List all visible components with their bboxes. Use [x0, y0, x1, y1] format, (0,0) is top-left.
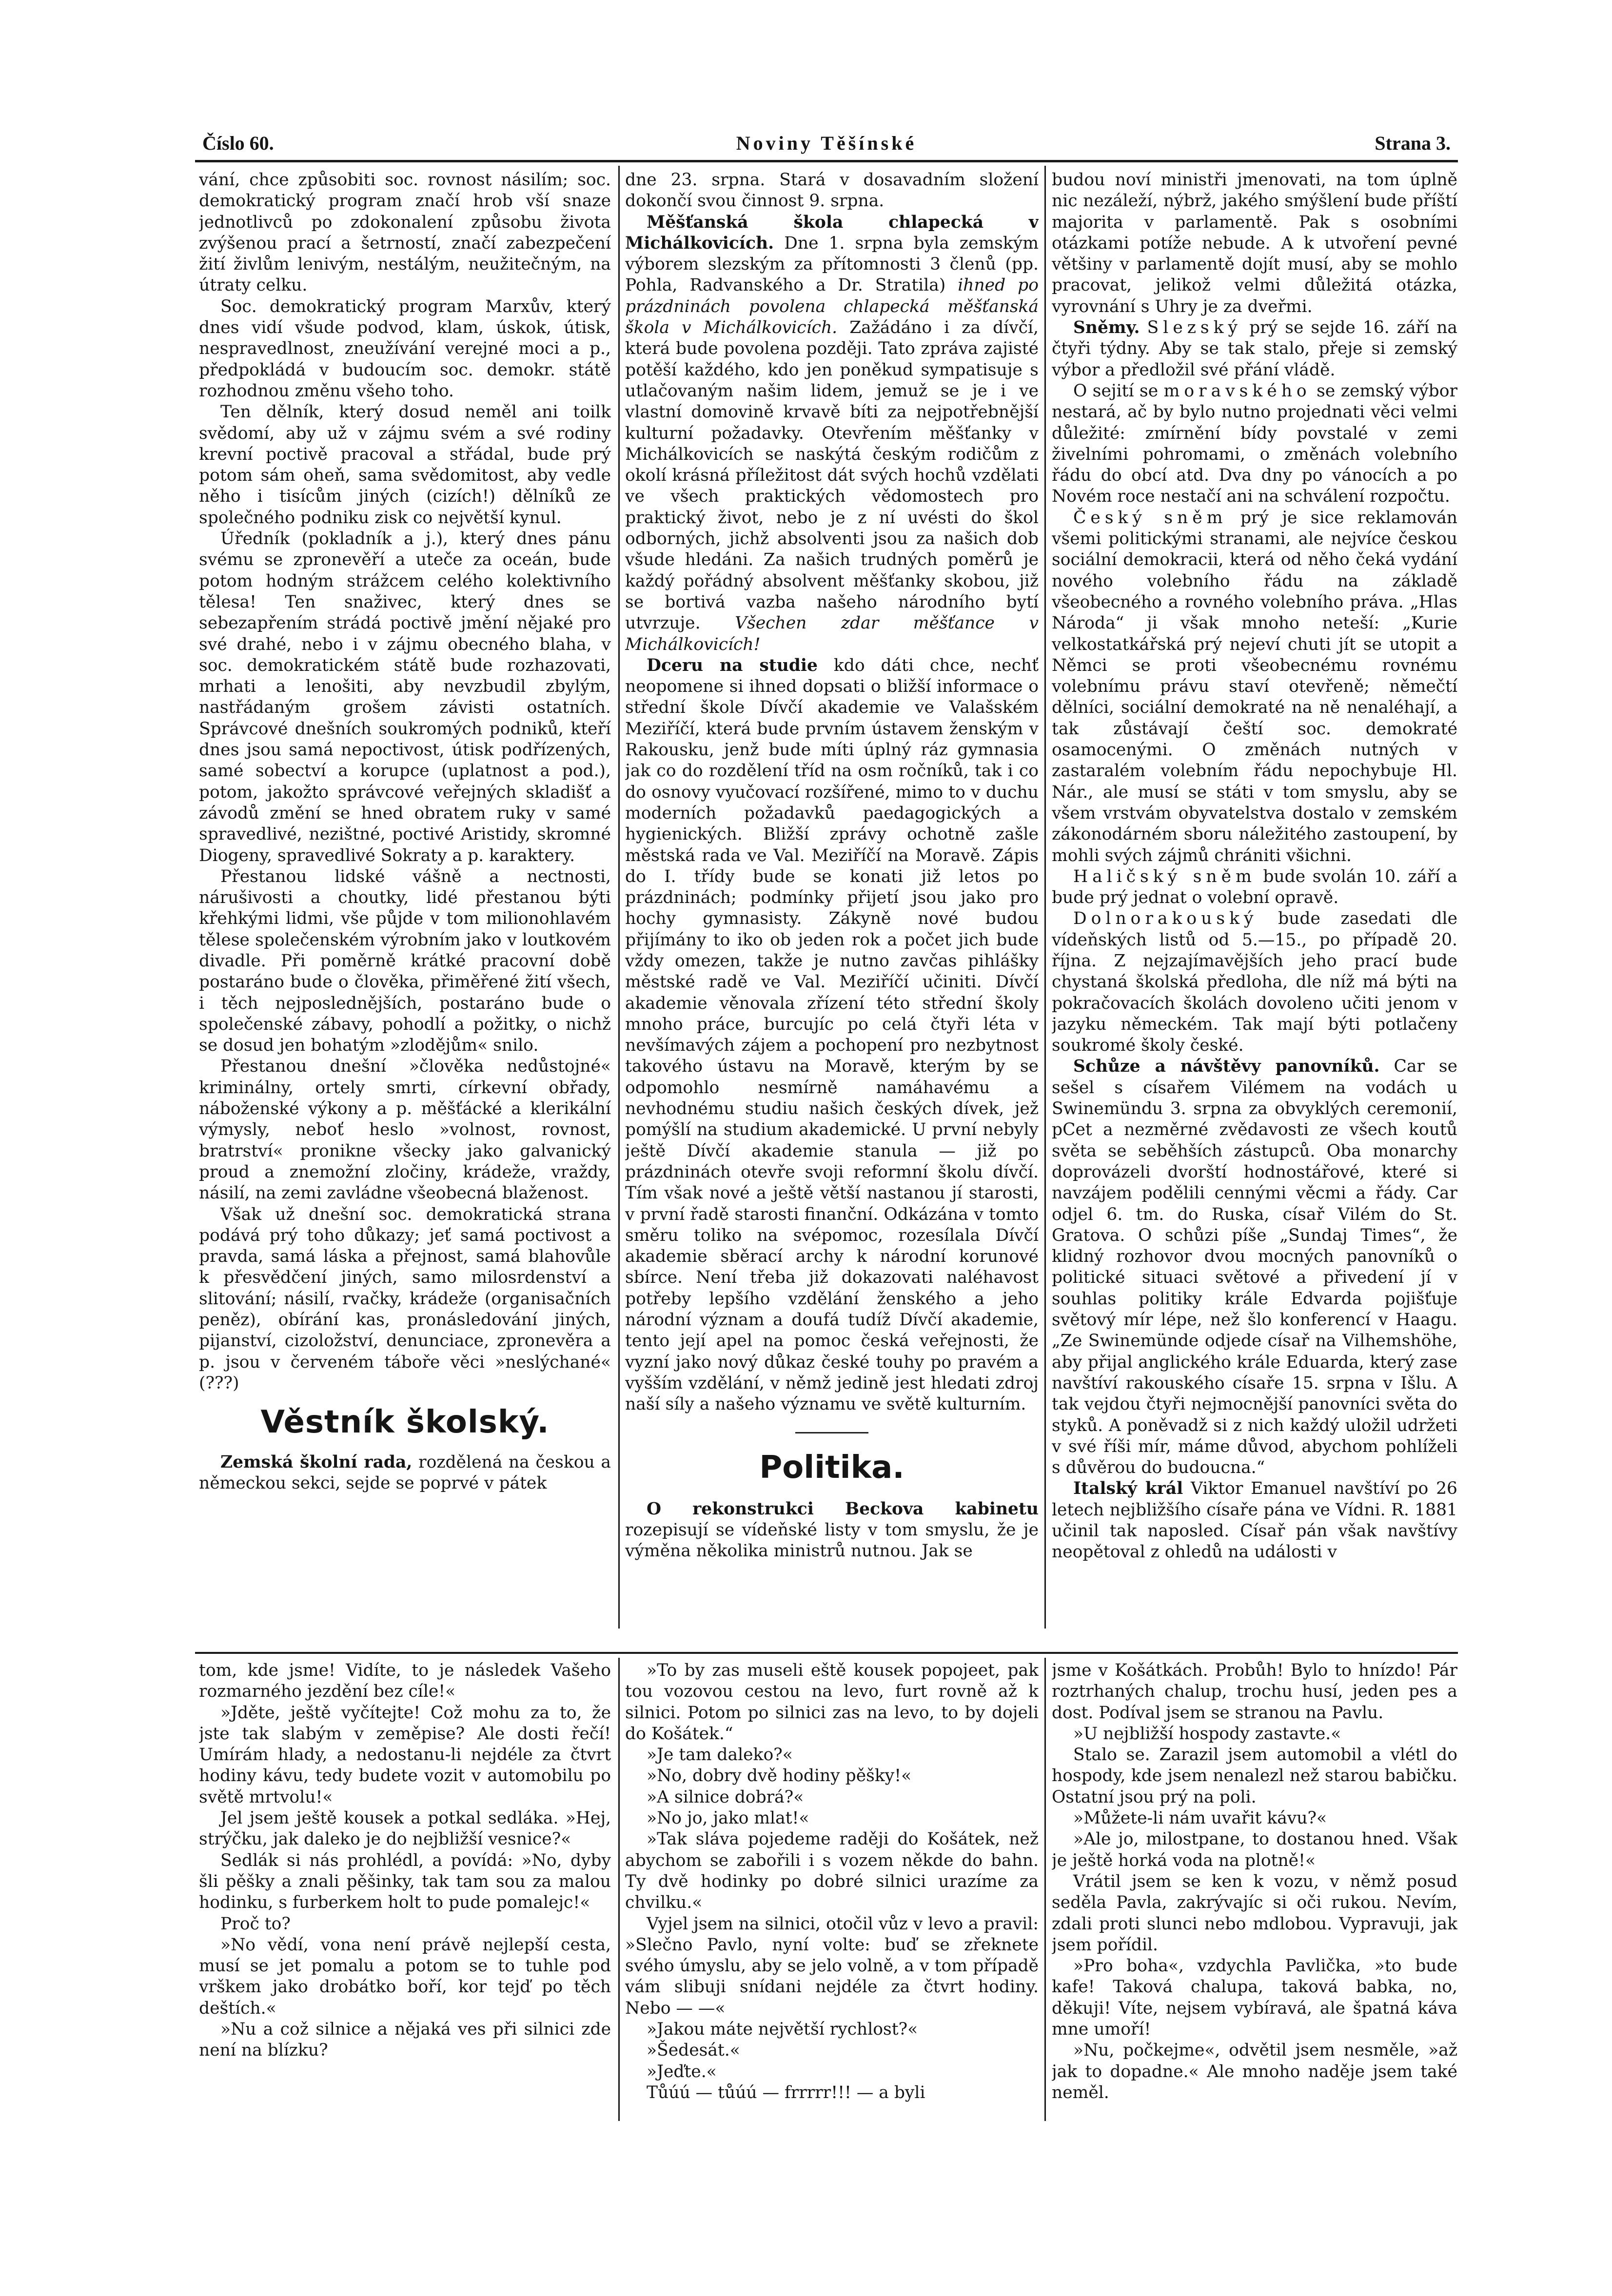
article-lead: Sněmy. — [1073, 318, 1140, 338]
issue-number: Číslo 60. — [202, 132, 274, 154]
article-paragraph: Úředník (pokladník a j.), který dnes pánu svému se zpronevěří a uteče za oceán, bude potom hodným strážcem celého kolektivního tělesa! Ten snaživec, který dnes se sebezapřením strádá poctivě jmění nějaké pro své drahé, nebo i v zájmu obecného blaha, v soc. demokratickém státě bude rozhazovati, mrhati a lenošiti, aby nevzbudil zbylým, nastřádaným grošem závisti ostatních. Správcové dnešních soukromých podniků, kteří dnes jsou samá nepoctivost, útisk podřízených, samé sobectví a korupce (uplatnost a pod.), potom, jakožto správcové veřejných skladišť a závodů změní se hned obratem ruky v samé spravedlivé, nezištné, poctivé Aristidy, skromné Diogeny, spravedlivé Sokraty a p. karaktery. — [199, 529, 611, 865]
article-emphasis: ihned po prázdninách povolena chlapecká měšťanská škola v Michálkovicích. — [625, 275, 1039, 338]
story-paragraph: jsme v Košátkách. Probůh! Bylo to hnízdo! Pár roztrhaných chalup, trochu husí, jeden pes a dost. Podíval jsem se stranou na Pavlu. — [1052, 1661, 1457, 1723]
article-text: prý je sice reklamován všemi politickými stranami, ale nejvíce českou sociální demokracii, která od něho čeká vydání nového volebního řádu na základě všeobecného a rovného volebního práva. „Hlas Národa“ ji však mnoho neteší: „Kurie velkostatkářská prý nejeví chuti jít se utopit a Němci se proti všeobecnému rovnému volebnímu právu staví otevřeně; němečtí dělníci, sociální demokraté na ně nenaléhají, a tak zůstávají čeští soc. demokraté osamocenými. O změnách nutných v zastaralém volebním řádu nepochybuje Hl. Nár., ale musí se státi v tom smyslu, aby se všem vrstvám obyvatelstva dostalo v zemském zákonodárném sboru náležitého zastoupení, by mohli svých zájmů chrániti všichni. — [1052, 508, 1457, 865]
column-1 — [199, 170, 611, 1628]
article-spaced-term: moravského — [1163, 381, 1311, 401]
article-emphasis: Všechen zdar měšťance v Michálkovicích! — [625, 613, 1039, 654]
article-text: rozdělená na českou a německou sekci, sejde se poprvé v pátek — [199, 1452, 611, 1493]
story-paragraph: »No vědí, vona není právě nejlepší cesta, musí se jet pomalu a potom se to tuhle pod vrškem jako drobátko boří, kor tejď po těch deštích.« — [199, 1935, 611, 2018]
story-paragraph: »U nejbližší hospody zastavte.« — [1073, 1724, 1341, 1744]
article-lead: Schůze a návštěvy panovníků. — [1073, 1057, 1380, 1077]
page-number: Strana 3. — [1375, 132, 1451, 154]
story-paragraph: »Jděte, ještě vyčítejte! Což mohu za to, že jste tak slabým v zeměpise? Ale dosti řečí! Umírám hlady, a nedostanu-li nejdéle za čtvrt hodiny kávu, tedy budete vozit v automobilu po světě mrtvolu!« — [199, 1703, 611, 1807]
lower-column-rule-1 — [618, 1658, 620, 2121]
article-text: prý se sejde 16. září na čtyři týdny. Aby se tak stalo, přeje si zemský výbor a předložil své přání vládě. — [1052, 318, 1457, 380]
page-header — [202, 128, 1451, 157]
article-paragraph: Však už dnešní soc. demokratická strana podává prý toho důkazy; jeť samá poctivost a pravda, samá láska a přejnost, samá blahovůle k přesvědčení jiných, samo milosrdenství a slitování; násilí, rvačky, krádeže (organisačních peněz), obírání kas, pronásledování jiných, pijanství, cizoložství, denunciace, zpronevěra a p. jsou v červeném táboře věci »neslýchané« (???) — [199, 1204, 611, 1393]
newspaper-title: Noviny Těšínské — [736, 132, 917, 154]
story-paragraph: Jel jsem ještě kousek a potkal sedláka. »Hej, strýčku, jak daleko je do nejbližší vesnice?« — [199, 1808, 611, 1849]
article-paragraph: Ten dělník, který dosud neměl ani toilk svědomí, aby už v zájmu svém a své rodiny krevní poctivě pracoval a střádal, bude prý potom sám oheň, sama svědomitost, aby vedle něho i tisícům jiných (cizích!) dělníků ze společného podniku zisk co největší kynul. — [199, 402, 611, 528]
article-paragraph — [1052, 317, 1457, 381]
story-paragraph: »Nu, počkejme«, odvětil jsem nesměle, »až jak to dopadne.« Ale mnoho naděje jsem také neměl. — [1052, 2041, 1457, 2102]
article-paragraph — [1052, 866, 1457, 909]
story-paragraph: »No, dobry dvě hodiny pěšky!« — [647, 1766, 912, 1786]
feuilleton-rule — [195, 1652, 1458, 1654]
article-paragraph — [625, 212, 1039, 655]
section-divider — [795, 1432, 868, 1433]
story-paragraph: »A silnice dobrá?« — [647, 1787, 804, 1807]
story-paragraph: »To by zas museli eště kousek popojeet, pak tou vozovou cestou na levo, furt rovně až k silnici. Potom po silnici zas na levo, to by dojeli do Košátek.“ — [625, 1661, 1039, 1744]
story-paragraph: »Je tam daleko?« — [647, 1745, 793, 1765]
article-text: O sejití se — [1073, 381, 1164, 401]
story-paragraph: »Jeďte.« — [647, 2061, 717, 2081]
column-rule-2 — [1044, 166, 1046, 1629]
feuilleton-column-3 — [1052, 1660, 1457, 2121]
article-text: bude svolán 10. září a bude prý jednat o volební opravě. — [1052, 866, 1457, 908]
article-text: Zažádáno i za dívčí, která bude povolena později. Tato zpráva zajisté potěší každého, kdo jen poněkud sympatisuje s utlačovaným našim lidem, jemuž se je i ve vlastní domovině krvavě bíti za nejpotřebnější kulturní požadavky. Otevřením měšťanky v Michálkovicích se naskýtá českým rodičům z okolí krásná příležitost dát svých hochů vzdělati ve všech praktických vědomostech pro praktický život, nebo je z ní uvésti do škol odborných, jichž absolventi jsou za našich dob všude hledáni. Za našich trudných poměrů je každý pořádný absolvent měšťanky skobou, již se bortivá vazba našeho národního bytí utvrzuje. — [625, 318, 1039, 633]
article-spaced-term: Slezský — [1147, 318, 1242, 338]
article-paragraph: Soc. demokratický program Marxův, který dnes vidí všude podvod, klam, úskok, útisk, nespravedlnost, zneužívání verejné moci a p., předpokládá v budoucím soc. demokr. státě rozhodnou změnu všeho toho. — [199, 296, 611, 401]
story-paragraph: »Nu a což silnice a nějaká ves při silnici zde není na blízku? — [199, 2020, 611, 2061]
article-text: kdo dáti chce, nechť neopomene si ihned dopsati o bližší informace o střední škole Dívčí akademie ve Valašském Meziříčí, která bude prvním ústavem ženským v Rakousku, jenž bude míti úplný ráz gymnasia jak co do rozdělení tříd na osm ročníků, tak i co do osnovy vyučovací rozšířené, mimo to v duchu moderních požadavků paedagogických a hygienických. Bližší zprávy ochotně zašle městská rada ve Val. Meziříčí na Moravě. Zápis do I. třídy bude se konati již letos po prázdninách; podmínky přijetí jsou jako pro hochy gymnasisty. Zákyně nové budou přijímány to iko ob jeden rok a počet jich bude vždy omezen, takže je nutno zavčas pihlášky městské radě ve Val. Meziříčí učiniti. Dívčí akademie věnovala zřízení této střední školy mnoho práce, burcujíc po celá čtyři léta v nevšímavých zájem a pochopení pro nezbytnost takového ústavu na Moravě, kterým by se odpomohlo nesmírně namáhavému a nevhodnému studiu našich českých dívek, jež pomýšlí na studium akademické. U první nebyly ještě Dívčí akademie stanula — již po prázdninách otevře svoji reformní školu dívčí. Tím však nové a ještě větší nastanou jí starosti, v první řadě starosti finanční. Odkázána v tomto směru toliko na svépomoc, rozesílala Dívčí akademie sběrací archy k národní korunové sbírce. Není třeba již dokazovati naléhavost potřeby lepšího vzdělání ženského a jeho národní význam a doufá tudíž Dívčí akademie, tento její apel na pomoc česká veřejnosti, že vyzní jako nový důkaz české touhy po pravém a vyšším vzdělání, v němž jedině jest hledati zdroj naší síly a našeho významu ve světě kulturním. — [625, 655, 1039, 1414]
article-lead: Zemská školní rada, — [220, 1452, 413, 1472]
feuilleton-column-2 — [625, 1660, 1039, 2121]
article-text: Car se sešel s císařem Vilémem na vodách u Swinemündu 3. srpna za obvyklých ceremonií, pCet a nezměrné zvědavosti ze všech koutů světa se seběhších zástupců. Oba monarchy doprovázeli dvorští hodnostářové, které si navzájem podělili cennými věcmi a řády. Car odjel 6. tm. do Ruska, císař Vilém do St. Gratova. O schůzi píše „Sundaj Times“, že klidný rozhovor dvou mocných panovníků o politické situaci světové a přivedení jí v souhlas politiky krále Edvarda pojišťuje světový mír lépe, než šlo konferencí v Haagu. „Ze Swinemünde odjede císař na Vilhemshöhe, aby přijal anglického krále Eduarda, který zase navštíví rakouského císaře 15. srpna v Išlu. A tak vejdou čtyři nejmocnější panovníci světa do styků. A poněvadž si z nich každý uložil udržeti v své říši mír, máme důvod, abychom pohlíželi s důvěrou do budoucna.“ — [1052, 1057, 1457, 1478]
article-paragraph — [625, 1499, 1039, 1562]
article-paragraph: Přestanou lidské vášně a nectnosti, nárušivosti a choutky, lidé přestanou býti křehkými lidmi, vše půjde v tom milionohlavém tělese společenském výrobním jako v loutkovém divadle. Při poměrně krátké pracovní době postaráno bude o člověka, přiměřené žití všech, i těch nejposlednějších, postaráno bude o společenské zábavy, pohodlí a požitky, o nichž se dosud jen bohatým »zlodějům« snilo. — [199, 866, 611, 1056]
article-text: Dne 1. srpna byla zemským výborem slezským za přítomnosti 3 členů (pp. Pohla, Radvanského a Dr. Stratila) — [625, 233, 1039, 295]
article-paragraph: Přestanou dnešní »člověka nedůstojné« kriminálny, ortely smrti, církevní obřady, náboženské výkony a p. měšťácké a klerikální výmysly, neboť heslo »volnost, rovnost, bratrství« pronikne všecky jako galvanický proud a znemožní zločiny, krádeže, vraždy, násilí, na zemi zavládne všeobecná blaženost. — [199, 1057, 611, 1203]
article-paragraph: budou noví ministři jmenovati, na tom úplně nic nezáleží, nýbrž, jakého smýšlení bude příští majorita v parlamentě. Pak s osobními otázkami potíže nebude. A k utvoření pevné většiny v parlamentě dojít musí, aby se mohlo pracovat, jelikož velmi důležitá otázka, vyrovnání s Uhry je za dveřmi. — [1052, 170, 1457, 316]
story-paragraph: »Jakou máte největší rychlost?« — [647, 2020, 918, 2040]
article-lead: Dceru na studie — [647, 655, 818, 675]
column-3 — [1052, 170, 1457, 1628]
article-paragraph — [1052, 908, 1457, 1056]
article-paragraph — [625, 655, 1039, 1415]
article-paragraph — [1052, 508, 1457, 866]
story-paragraph: »Šedesát.« — [647, 2041, 740, 2061]
column-2 — [625, 170, 1039, 1628]
article-text: bude zasedati dle vídeňských listů od 5.—15., po případě 20. října. Z nejzajímavějších jeho prací bude chystaná školská předloha, dle níž má býti na pokračovacích školách dovoleno učiti jenom v jazyku německém. Tak mají býti potlačeny soukromé školy české. — [1052, 909, 1457, 1056]
article-lead: O rekonstrukci Beckova kabinetu — [647, 1499, 1039, 1519]
article-lead: Měšťanská škola chlapecká v Michálkovicích. — [625, 212, 1039, 253]
article-spaced-term: Dolnorakouský — [1073, 909, 1258, 929]
story-paragraph: Vyjel jsem na silnici, otočil vůz v levo a pravil: »Slečno Pavlo, nyní volte: buď se zřeknete svého úmyslu, aby se jelo volně, a v tom případě vám slibuji snídani nejdéle za čtvrt hodiny. Nebo — —« — [625, 1914, 1039, 2018]
header-rule — [195, 160, 1458, 162]
story-paragraph: »Tak sláva pojedeme raději do Košátek, než abychom se zabořili i s vozem někde do bahn. Ty dvě hodinky po dobré silnici urazíme za chvilku.« — [625, 1829, 1039, 1913]
story-paragraph: »Pro boha«, vzdychla Pavlička, »to bude kafe! Taková chalupa, taková babka, no, děkuji! Víte, nejsem vybíravá, ale špatná káva mne umoří! — [1052, 1956, 1457, 2040]
article-spaced-term: Haličský sněm — [1073, 866, 1256, 886]
story-paragraph: Proč to? — [220, 1914, 291, 1934]
story-paragraph: »Ale jo, milostpane, to dostanou hned. Však je ještě horká voda na plotně!« — [1052, 1829, 1457, 1870]
article-lead: Italský král — [1073, 1479, 1183, 1499]
article-paragraph: dne 23. srpna. Stará v dosavadním složení dokončí svou činnost 9. srpna. — [625, 170, 1039, 211]
column-rule-1 — [618, 166, 620, 1629]
story-paragraph: »Můžete-li nám uvařit kávu?« — [1073, 1808, 1327, 1828]
article-paragraph — [1052, 1056, 1457, 1478]
article-paragraph: vání, chce způsobiti soc. rovnost násilím; soc. demokratický program značí hrob vší snaze jednotlivců po zdokonalení způsobu života zvýšenou prací a šetrností, značí zabezpečení žití živlům lenivým, nestálým, neužitečným, na útraty celku. — [199, 170, 611, 295]
article-paragraph — [199, 1452, 611, 1494]
story-paragraph: Tůúú — tůúú — frrrrr!!! — a byli — [647, 2082, 925, 2102]
article-text: se zemský výbor nestará, ač by bylo nutno projednati věci velmi důležité: zmírnění bídy povstalé v zemi živelními pohromami, o změnách volebního řádu do obcí atd. Dva dny po vánocích a po Novém roce nestačí ani na schválení rozpočtu. — [1052, 381, 1457, 507]
article-paragraph — [1052, 381, 1457, 508]
article-spaced-term: Český sněm — [1073, 508, 1227, 528]
article-text: Viktor Emanuel navštíví po 26 letech nejbližšího císaře pána ve Vídni. R. 1881 učinil tak naposled. Císař pán však navštívy neopětoval z ohledů na události v — [1052, 1479, 1457, 1562]
article-paragraph — [1052, 1478, 1457, 1563]
article-text: rozepisují se vídeňské listy v tom smyslu, že je výměna několika ministrů nutnou. Jak se — [625, 1520, 1039, 1561]
section-heading-school: Věstník školský. — [260, 1404, 550, 1441]
section-heading-politics: Politika. — [759, 1449, 904, 1486]
story-paragraph: »No jo, jako mlat!« — [647, 1808, 809, 1828]
lower-column-rule-2 — [1044, 1658, 1046, 2121]
story-paragraph: Stalo se. Zarazil jsem automobil a vlétl do hospody, kde jsem nenalezl než starou babičku. Ostatní jsou prý na poli. — [1052, 1745, 1457, 1807]
feuilleton-column-1 — [199, 1660, 611, 2121]
story-paragraph: Sedlák si nás prohlédl, a povídá: »No, dyby šli pěšky a znali pěšinky, tak tam sou za malou hodinku, s furberkem holt to pude pomalejc!« — [199, 1850, 611, 1913]
story-paragraph: tom, kde jsme! Vidíte, to je následek Vašeho rozmarného jezdění bez cíle!« — [199, 1661, 611, 1702]
story-paragraph: Vrátil jsem se ken k vozu, v němž posud seděla Pavla, zakrývajíc si oči rukou. Nevím, zdali proti slunci nebo mdlobou. Vypravuji, jak jsem pořídil. — [1052, 1871, 1457, 1955]
